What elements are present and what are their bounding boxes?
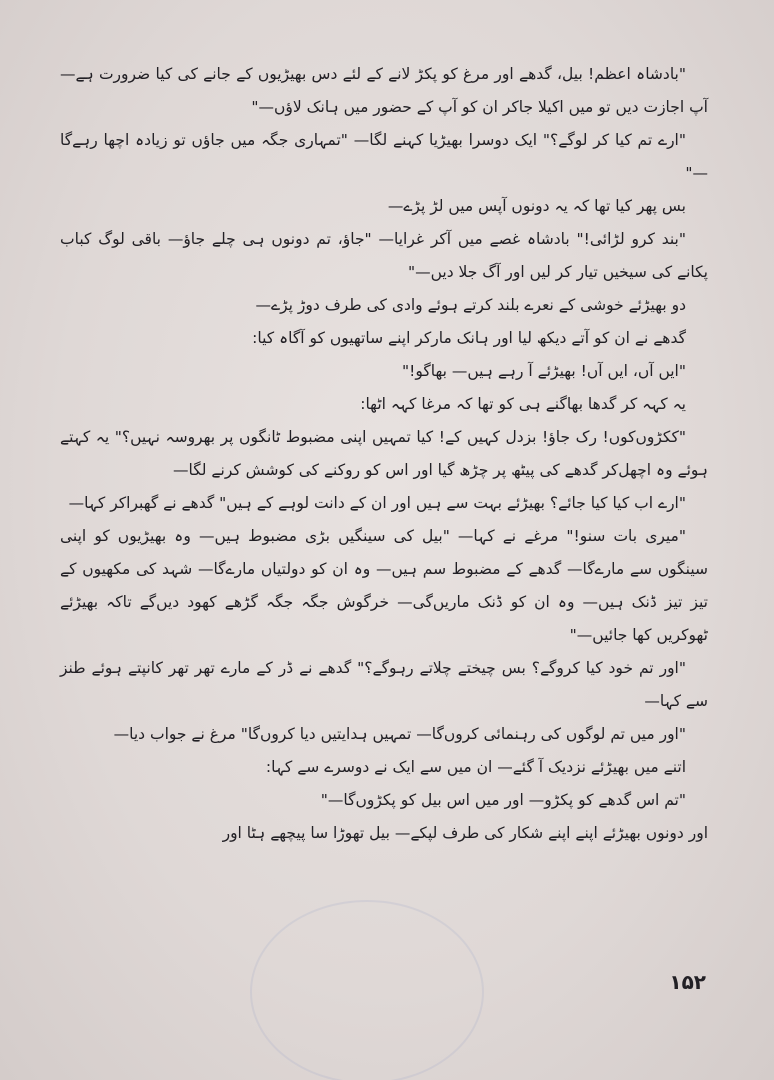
paragraph: "تم اس گدھے کو پکڑو— اور میں اس بیل کو پکڑوں‌گا—" — [320, 791, 686, 809]
paragraph: "ایں آں، ایں آں! بھیڑئے آ رہے ہیں— بھاگو!" — [402, 362, 686, 380]
paragraph: "ارے تم کیا کر لوگے؟" ایک دوسرا بھیڑیا کہنے لگا— "تمہاری جگہ میں جاؤں تو زیادہ اچھا رہےگا—" — [60, 131, 708, 182]
paragraph: گدھے نے ان کو آتے دیکھ لیا اور ہانک مارکر اپنے ساتھیوں کو آگاہ کیا: — [252, 329, 686, 347]
paragraph: "اور تم خود کیا کروگے؟ بس چیختے چلاتے رہوگے؟" گدھے نے ڈر کے مارے تھر تھر کانپتے ہوئے طنز سے کہا— — [60, 659, 708, 710]
paragraph: اتنے میں بھیڑئے نزدیک آ گئے— ان میں سے ایک نے دوسرے سے کہا: — [265, 758, 686, 776]
paragraph: "بند کرو لڑائی!" بادشاہ غصے میں آکر غرایا— "جاؤ، تم دونوں ہی چلے جاؤ— باقی لوگ کباب پکانے کی سیخیں تیار کر لیں اور آگ جلا دیں—" — [60, 230, 708, 281]
page-number: ۱۵۲ — [669, 970, 706, 994]
page-text-block — [60, 58, 708, 850]
paragraph: "اور میں تم لوگوں کی رہنمائی کروں‌گا— تمہیں ہدایتیں دیا کروں‌گا" مرغ نے جواب دیا— — [113, 725, 686, 743]
paragraph: یہ کہہ کر گدھا بھاگنے ہی کو تھا کہ مرغا کہہ اٹھا: — [360, 395, 686, 413]
paragraph: "میری بات سنو!" مرغے نے کہا— "بیل کی سینگیں بڑی مضبوط ہیں— وہ بھیڑیوں کو اپنی سینگوں سے مارےگا— گدھے کے مضبوط سم ہیں— وہ ان کو دولتیاں مارےگا— شہد کی مکھیوں کے تیز تیز ڈنک ہیں— وہ ان کو ڈنک ماریں‌گی— خرگوش جگہ جگہ گڑھے کھود دیں‌گے تاکہ بھیڑئے ٹھوکریں کھا جائیں—" — [60, 527, 708, 644]
paragraph: بس پھر کیا تھا کہ یہ دونوں آپس میں لڑ پڑے— — [387, 197, 686, 215]
paragraph: "ککڑوں‌کوں! رک جاؤ! بزدل کہیں کے! کیا تمہیں اپنی مضبوط ٹانگوں پر بھروسہ نہیں؟" یہ کہتے ہوئے وہ اچھل‌کر گدھے کی پیٹھ پر چڑھ گیا اور اس کو روکنے کی کوشش کرنے لگا— — [60, 428, 708, 479]
paragraph: دو بھیڑئے خوشی کے نعرے بلند کرتے ہوئے وادی کی طرف دوڑ پڑے— — [255, 296, 686, 314]
paragraph: "ارے اب کیا کیا جائے؟ بھیڑئے بہت سے ہیں اور ان کے دانت لوہے کے ہیں" گدھے نے گھبراکر کہا— — [68, 494, 686, 512]
paragraph: اور دونوں بھیڑئے اپنے اپنے شکار کی طرف لپکے— بیل تھوڑا سا پیچھے ہٹا اور — [222, 824, 708, 842]
paragraph: "بادشاہ اعظم! بیل، گدھے اور مرغ کو پکڑ لانے کے لئے دس بھیڑیوں کے جانے کی کیا ضرورت ہے— آپ اجازت دیں تو میں اکیلا جاکر ان کو آپ کے حضور میں ہانک لاؤں—" — [60, 65, 708, 116]
library-stamp-mark — [250, 900, 484, 1080]
